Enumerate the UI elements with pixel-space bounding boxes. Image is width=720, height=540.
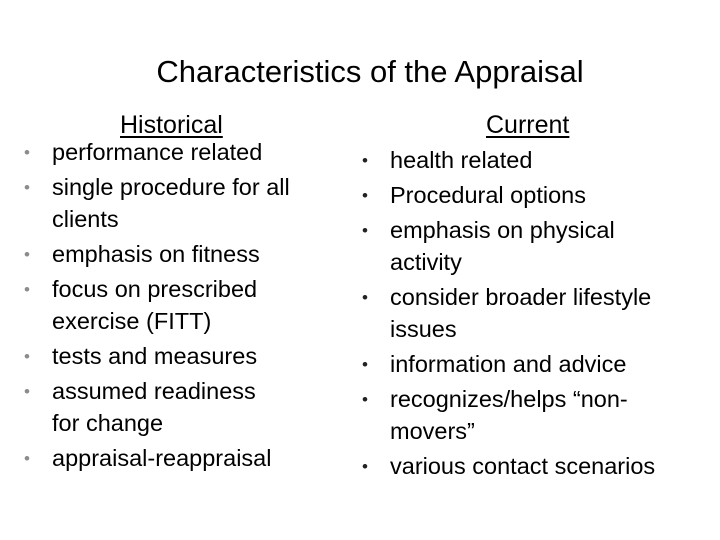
- historical-list-item: [24, 171, 344, 235]
- current-item-text: emphasis on physical: [390, 217, 615, 243]
- current-list-item: [362, 348, 720, 380]
- historical-item-text: for change: [52, 410, 164, 436]
- bullet-icon: •: [362, 221, 368, 240]
- current-item-text: information and advice: [390, 351, 627, 377]
- historical-list-item: [24, 136, 344, 168]
- historical-list: [24, 136, 344, 474]
- current-list-item: [362, 450, 720, 482]
- bullet-icon: •: [362, 457, 368, 476]
- historical-item-text: assumed readiness: [52, 378, 256, 404]
- bullet-icon: •: [362, 186, 368, 205]
- bullet-icon: •: [362, 355, 368, 374]
- current-column: [362, 108, 720, 485]
- bullet-icon: •: [24, 280, 30, 299]
- historical-list-item: [24, 442, 344, 474]
- current-list-item: [362, 214, 720, 278]
- bullet-icon: •: [362, 288, 368, 307]
- historical-column: [24, 108, 344, 477]
- bullet-icon: •: [24, 143, 30, 162]
- current-item-text: various contact scenarios: [390, 453, 656, 479]
- current-list-item: [362, 179, 720, 211]
- slide-title: Characteristics of the Appraisal: [156, 54, 584, 89]
- current-heading: Current: [486, 111, 570, 139]
- current-item-text: activity: [390, 249, 462, 275]
- bullet-icon: •: [24, 178, 30, 197]
- current-item-text: movers”: [390, 418, 475, 444]
- historical-item-text: appraisal-reappraisal: [52, 445, 272, 471]
- current-item-text: health related: [390, 147, 533, 173]
- historical-item-text: clients: [52, 206, 119, 232]
- historical-item-text: tests and measures: [52, 343, 258, 369]
- historical-item-text: single procedure for all: [52, 174, 290, 200]
- current-list-item: [362, 281, 720, 345]
- current-list: [362, 144, 720, 482]
- historical-list-item: [24, 273, 344, 337]
- bullet-icon: •: [362, 151, 368, 170]
- bullet-icon: •: [24, 245, 30, 264]
- current-item-text: recognizes/helps “non-: [390, 386, 628, 412]
- historical-item-text: exercise (FITT): [52, 308, 212, 334]
- historical-list-item: [24, 238, 344, 270]
- bullet-icon: •: [24, 347, 30, 366]
- historical-item-text: focus on prescribed: [52, 276, 258, 302]
- bullet-icon: •: [362, 390, 368, 409]
- historical-heading: Historical: [120, 111, 223, 139]
- current-item-text: Procedural options: [390, 182, 586, 208]
- current-list-item: [362, 383, 720, 447]
- current-item-text: consider broader lifestyle: [390, 284, 652, 310]
- historical-item-text: emphasis on fitness: [52, 241, 260, 267]
- current-list-item: [362, 144, 720, 176]
- bullet-icon: •: [24, 449, 30, 468]
- historical-list-item: [24, 375, 344, 439]
- current-item-text: issues: [390, 316, 457, 342]
- bullet-icon: •: [24, 382, 30, 401]
- historical-item-text: performance related: [52, 139, 263, 165]
- historical-list-item: [24, 340, 344, 372]
